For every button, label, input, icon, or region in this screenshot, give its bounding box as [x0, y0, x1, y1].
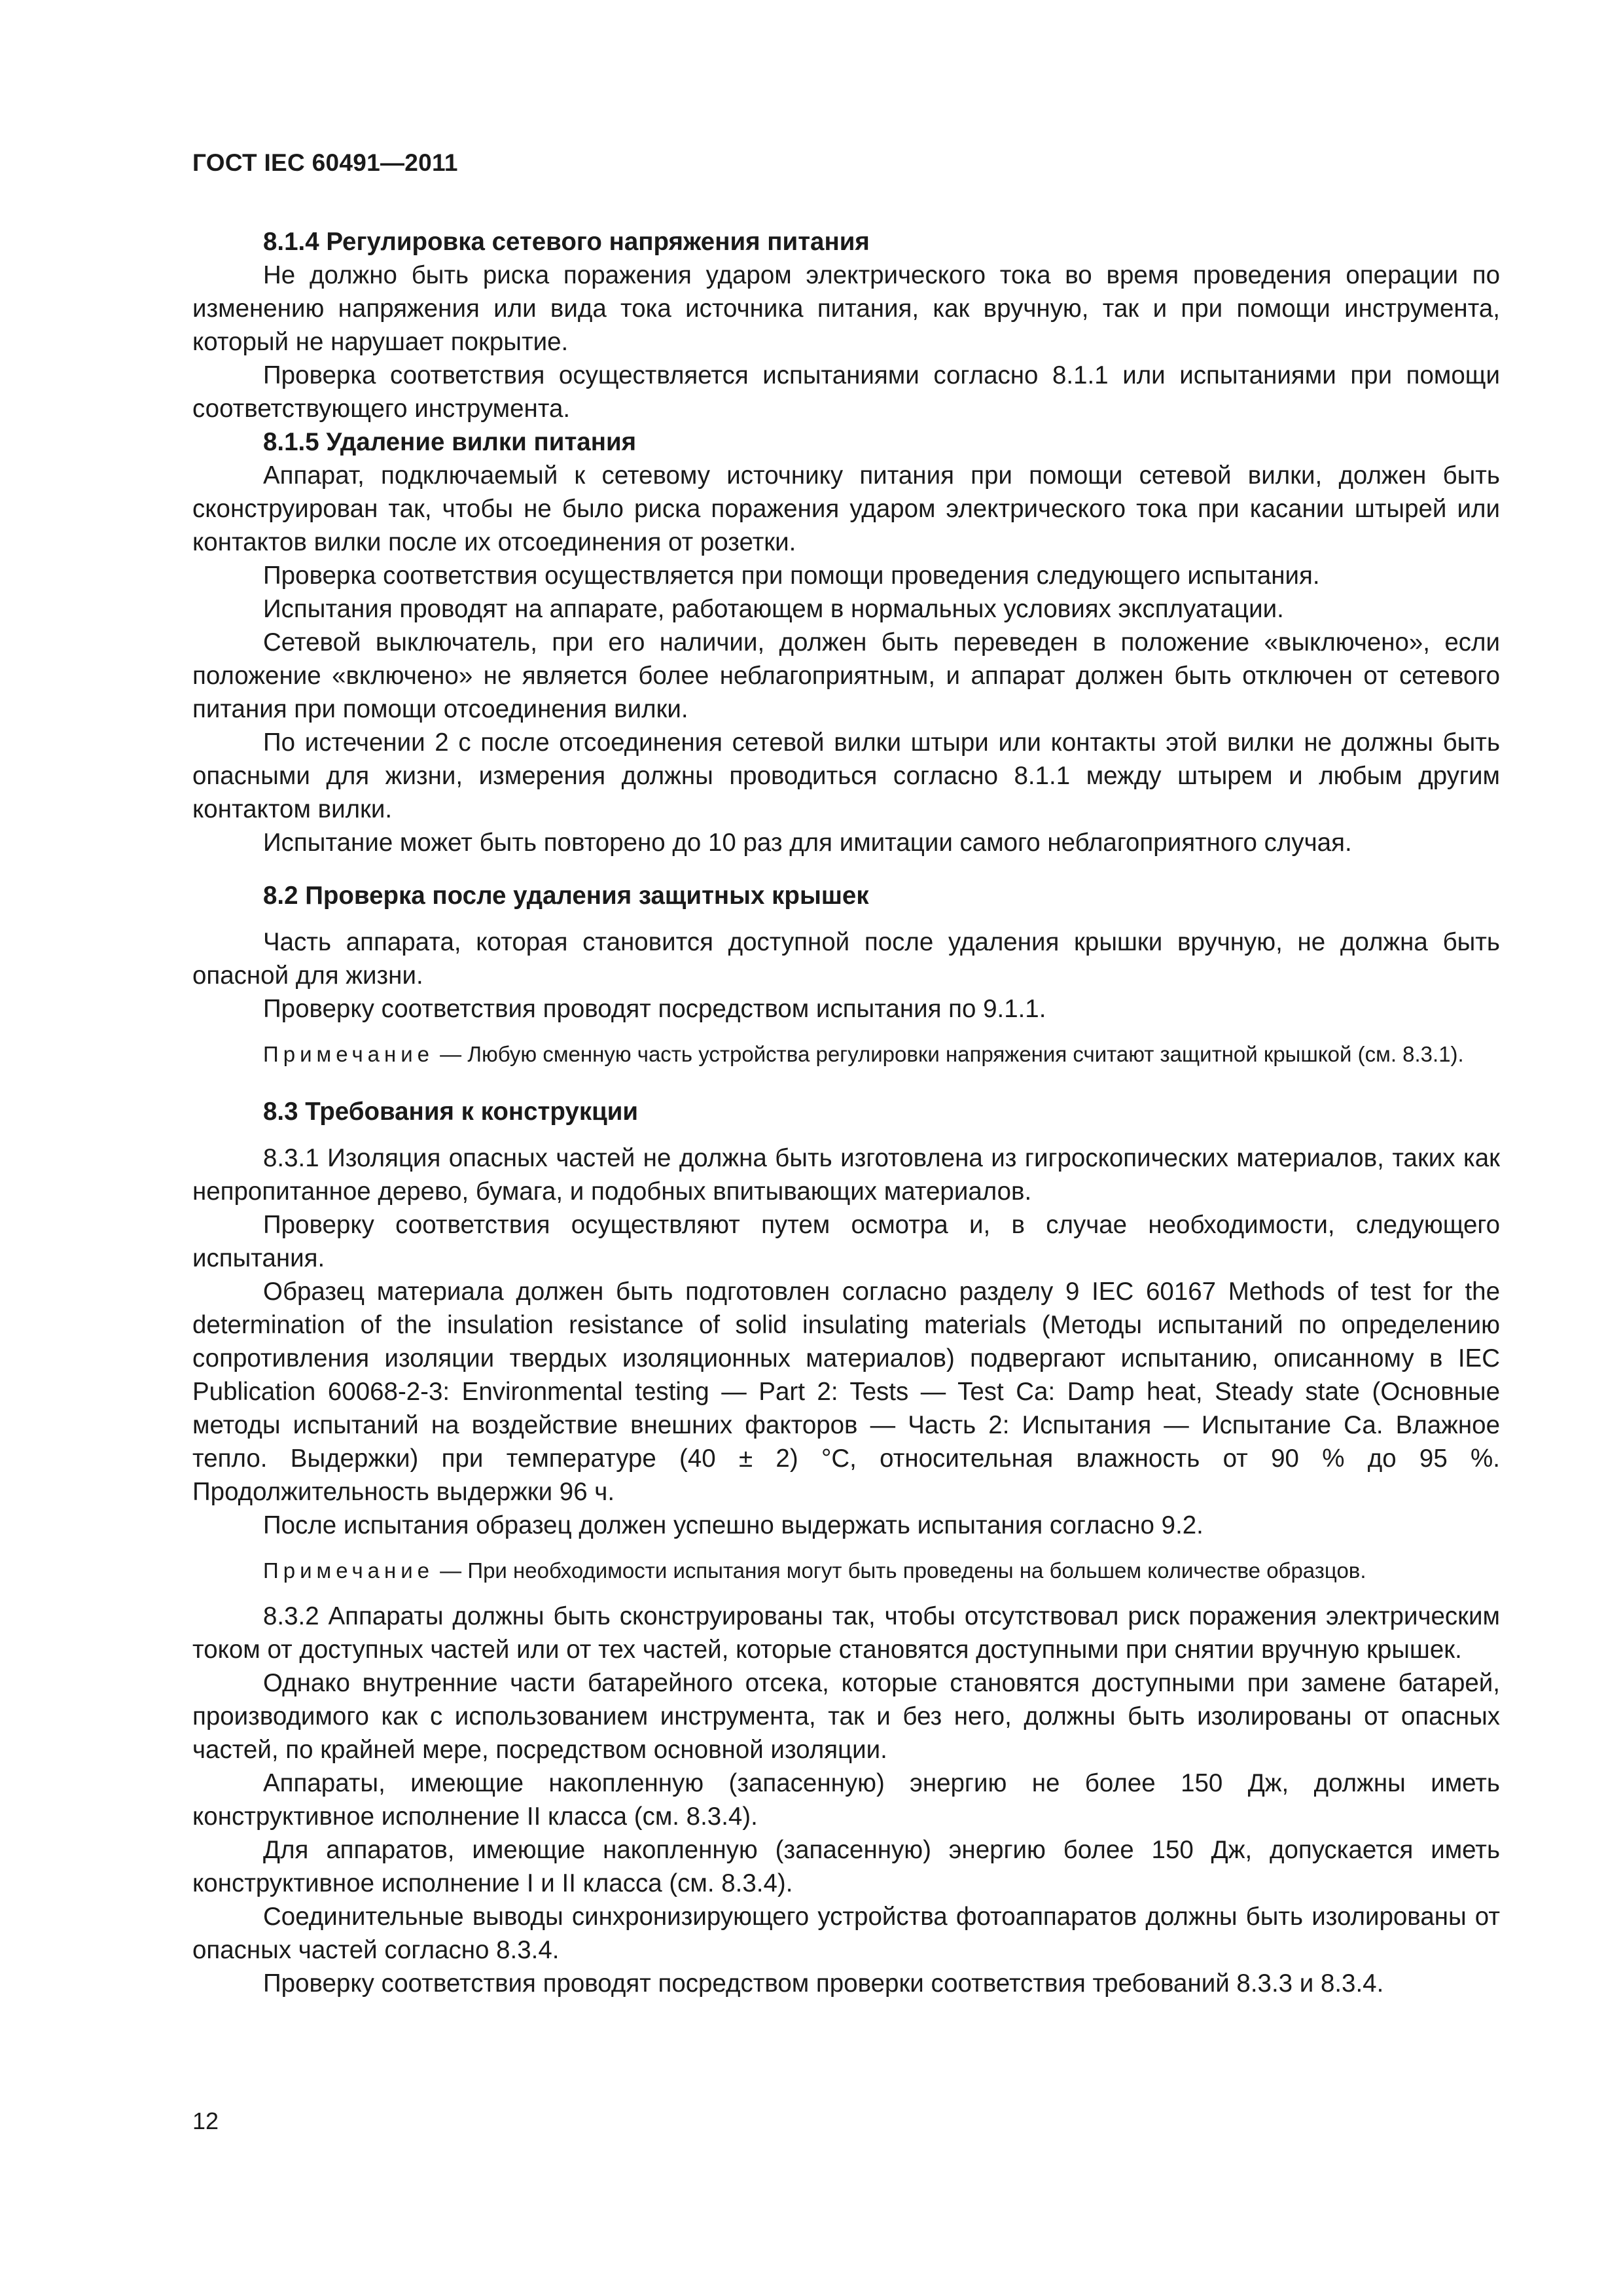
paragraph: Образец материала должен быть подготовлен согласно разделу 9 IEC 60167 Methods of test for the determination of the insulation resistance of solid insulating materials (Методы испытаний по определению сопротивления изоляции твердых изоляционных материалов) подвергают испытанию, описанному в IEC Publication 60068-2-3: Environmental testing — Part 2: Tests — Test Ca: Damp heat, Steady state (Основные методы испытаний на воздействие внешних факторов — Часть 2: Испытания — Испытание Са. Влажное тепло. Выдержки) при температуре (40 ± 2) °С, относительная влажность от 90 % до 95 %. Продолжительность выдержки 96 ч. — [192, 1278, 1500, 1506]
note — [192, 1555, 1500, 1587]
paragraph: Соединительные выводы синхронизирующего устройства фотоаппаратов должны быть изолированы от опасных частей согласно 8.3.4. — [192, 1903, 1500, 1964]
paragraph: Для аппаратов, имеющие накопленную (запасенную) энергию более 150 Дж, допускается иметь конструктивное исполнение I и II класса (см. 8.3.4). — [192, 1836, 1500, 1897]
paragraph: Однако внутренние части батарейного отсека, которые становятся доступными при замене батарей, производимого как с использованием инструмента, так и без него, должны быть изолированы от опасных частей, по крайней мере, посредством основной изоляции. — [192, 1669, 1500, 1764]
paragraph: Не должно быть риска поражения ударом электрического тока во время проведения операции по изменению напряжения или вида тока источника питания, как вручную, так и при помощи инструмента, который не нарушает покрытие. — [192, 261, 1500, 356]
note-text: — При необходимости испытания могут быть проведены на большем количестве образцов. — [434, 1558, 1366, 1583]
section-heading-8-1-4: 8.1.4 Регулировка сетевого напряжения питания — [263, 228, 870, 256]
note-label: Примечание — [263, 1558, 435, 1583]
paragraph: Часть аппарата, которая становится доступной после удаления крышки вручную, не должна быть опасной для жизни. — [192, 928, 1500, 990]
paragraph: После испытания образец должен успешно выдержать испытания согласно 9.2. — [263, 1511, 1204, 1539]
paragraph: Проверку соответствия проводят посредством проверки соответствия требований 8.3.3 и 8.3.4. — [263, 1969, 1384, 1998]
standard-code-header: ГОСТ IEC 60491—2011 — [192, 149, 458, 176]
paragraph: Испытание может быть повторено до 10 раз для имитации самого неблагоприятного случая. — [263, 829, 1352, 857]
paragraph: Проверка соответствия осуществляется испытаниями согласно 8.1.1 или испытаниями при помощи соответствующего инструмента. — [192, 361, 1500, 423]
paragraph: 8.3.2 Аппараты должны быть сконструированы так, чтобы отсутствовал риск поражения электрическим током от доступных частей или от тех частей, которые становятся доступными при снятии вручную крышек. — [192, 1602, 1500, 1664]
note-label: Примечание — [263, 1042, 435, 1066]
paragraph: По истечении 2 с после отсоединения сетевой вилки штыри или контакты этой вилки не должны быть опасными для жизни, измерения должны проводиться согласно 8.1.1 между штырем и любым другим контактом вилки. — [192, 728, 1500, 823]
paragraph: Проверку соответствия проводят посредством испытания по 9.1.1. — [263, 995, 1046, 1023]
paragraph: Испытания проводят на аппарате, работающем в нормальных условиях эксплуатации. — [263, 595, 1284, 623]
paragraph: Аппарат, подключаемый к сетевому источнику питания при помощи сетевой вилки, должен быть сконструирован так, чтобы не было риска поражения ударом электрического тока при касании штырей или контактов вилки после их отсоединения от розетки. — [192, 461, 1500, 556]
paragraph: Аппараты, имеющие накопленную (запасенную) энергию не более 150 Дж, должны иметь конструктивное исполнение II класса (см. 8.3.4). — [192, 1769, 1500, 1831]
note — [192, 1039, 1500, 1070]
section-heading-8-2: 8.2 Проверка после удаления защитных крышек — [263, 882, 869, 910]
document-body — [192, 225, 1500, 2000]
paragraph: Сетевой выключатель, при его наличии, должен быть переведен в положение «выключено», если положение «включено» не является более неблагоприятным, и аппарат должен быть отключен от сетевого питания при помощи отсоединения вилки. — [192, 628, 1500, 723]
section-heading-8-3: 8.3 Требования к конструкции — [263, 1098, 639, 1126]
note-text: — Любую сменную часть устройства регулировки напряжения считают защитной крышкой (см. 8.3.1). — [434, 1042, 1464, 1066]
paragraph: Проверку соответствия осуществляют путем осмотра и, в случае необходимости, следующего испытания. — [192, 1211, 1500, 1272]
section-heading-8-1-5: 8.1.5 Удаление вилки питания — [263, 428, 637, 456]
paragraph: Проверка соответствия осуществляется при помощи проведения следующего испытания. — [263, 562, 1320, 590]
page-number: 12 — [192, 2108, 219, 2134]
paragraph: 8.3.1 Изоляция опасных частей не должна быть изготовлена из гигроскопических материалов, таких как непропитанное дерево, бумага, и подобных впитывающих материалов. — [192, 1144, 1500, 1206]
